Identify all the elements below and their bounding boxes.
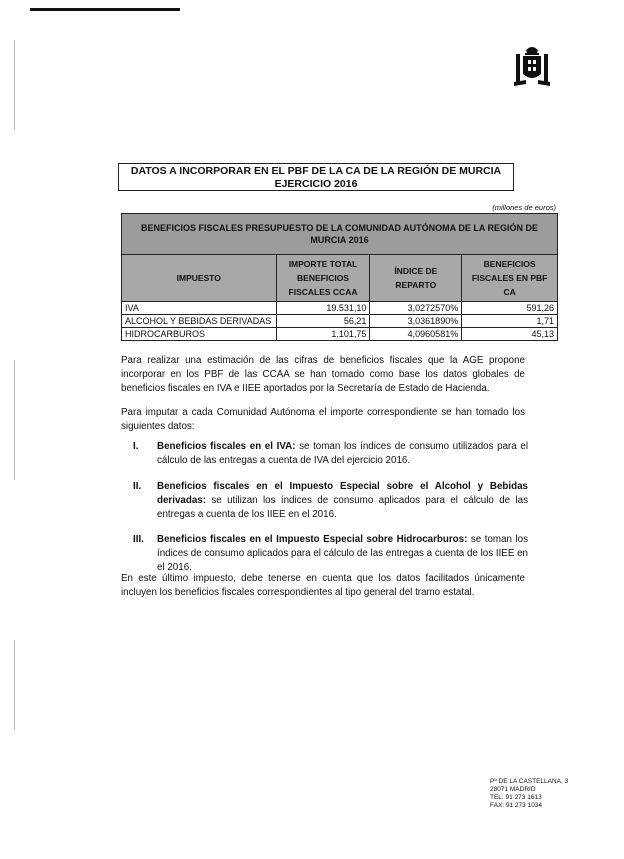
margin-mark — [14, 360, 15, 480]
item-text: se toman los índices de consumo utilizados para el cálculo de las entregas a cuenta de IVA del ejercicio 2016. — [157, 441, 528, 466]
list-numeral: II. — [133, 481, 142, 492]
table-row — [122, 302, 558, 315]
item-text: se utilizan los índices de consumo aplicados para el cálculo de las entregas a cuenta de los IIEE en el 2016. — [157, 495, 528, 520]
footer-address-line: Pº DE LA CASTELLANA, 3 — [490, 778, 569, 785]
table-row — [122, 315, 558, 328]
column-header: IMPUESTO — [122, 255, 277, 302]
item-heading: Beneficios fiscales en el IVA: — [157, 441, 296, 452]
footer-city-line: 28071 MADRID — [490, 786, 536, 793]
distribution-index-cell: 3,0361890% — [370, 315, 462, 328]
distribution-index-cell: 3,0272570% — [370, 302, 462, 315]
document-title-box — [118, 163, 514, 191]
list-numeral: I. — [133, 441, 139, 452]
list-item — [133, 533, 528, 575]
benefit-amount-cell: 1,71 — [462, 315, 558, 328]
tax-benefits-table — [121, 213, 558, 341]
closing-paragraph: En este último impuesto, debe tenerse en cuenta que los datos facilitados únicamente incluyen los beneficios fiscales correspondientes al tipo general del tramo estatal. — [121, 573, 525, 598]
margin-mark — [14, 640, 15, 730]
tax-name-cell: IVA — [122, 302, 277, 315]
list-item — [133, 480, 528, 522]
footer-fax-line: FAX: 91 273 1034 — [490, 802, 543, 809]
tax-name-cell: HIDROCARBUROS — [122, 328, 277, 341]
document-title: DATOS A INCORPORAR EN EL PBF DE LA CA DE LA REGIÓN DE MURCIA — [130, 165, 502, 177]
item-text: se toman los índices de consumo aplicados para el cálculo de las entregas a cuenta de los IIEE en el 2016. — [157, 534, 528, 573]
column-header: ÍNDICE DE REPARTO — [370, 255, 462, 302]
distribution-index-cell: 4,0960581% — [370, 328, 462, 341]
margin-mark — [14, 40, 15, 130]
footer-phone-line: TEL: 91 273 1613 — [490, 794, 542, 801]
benefit-amount-cell: 591,26 — [462, 302, 558, 315]
imputation-paragraph: Para imputar a cada Comunidad Autónoma el importe correspondiente se han tomado los siguientes datos: — [121, 407, 525, 432]
benefit-amount-cell: 45,13 — [462, 328, 558, 341]
document-subtitle: EJERCICIO 2016 — [274, 178, 358, 190]
tax-name-cell: ALCOHOL Y BEBIDAS DERIVADAS — [122, 315, 277, 328]
table-caption: BENEFICIOS FISCALES PRESUPUESTO DE LA COMUNIDAD AUTÓNOMA DE LA REGIÓN DE MURCIA 2016 — [122, 214, 558, 255]
item-heading: Beneficios fiscales en el Impuesto Especial sobre el Alcohol y Bebidas derivadas: — [157, 481, 528, 506]
total-amount-cell: 56,21 — [276, 315, 370, 328]
coat-of-arms-icon — [512, 44, 552, 88]
top-rule — [30, 8, 180, 11]
total-amount-cell: 1.101,75 — [276, 328, 370, 341]
table-row — [122, 328, 558, 341]
total-amount-cell: 19.531,10 — [276, 302, 370, 315]
units-note: (millones de euros) — [492, 203, 556, 212]
list-numeral: III. — [133, 534, 144, 545]
item-heading: Beneficios fiscales en el Impuesto Especial sobre Hidrocarburos: — [157, 534, 468, 545]
address-footer — [490, 778, 568, 810]
list-item — [133, 440, 528, 468]
intro-paragraph: Para realizar una estimación de las cifras de beneficios fiscales que la AGE propone incorporar en los PBF de las CCAA se han tomado como base los datos globales de beneficios fiscales en IVA e IIEE aportados por la Secretaría de Estado de Hacienda. — [121, 355, 525, 394]
column-header: BENEFICIOS FISCALES EN PBF CA — [462, 255, 558, 302]
column-header: IMPORTE TOTAL BENEFICIOS FISCALES CCAA — [276, 255, 370, 302]
